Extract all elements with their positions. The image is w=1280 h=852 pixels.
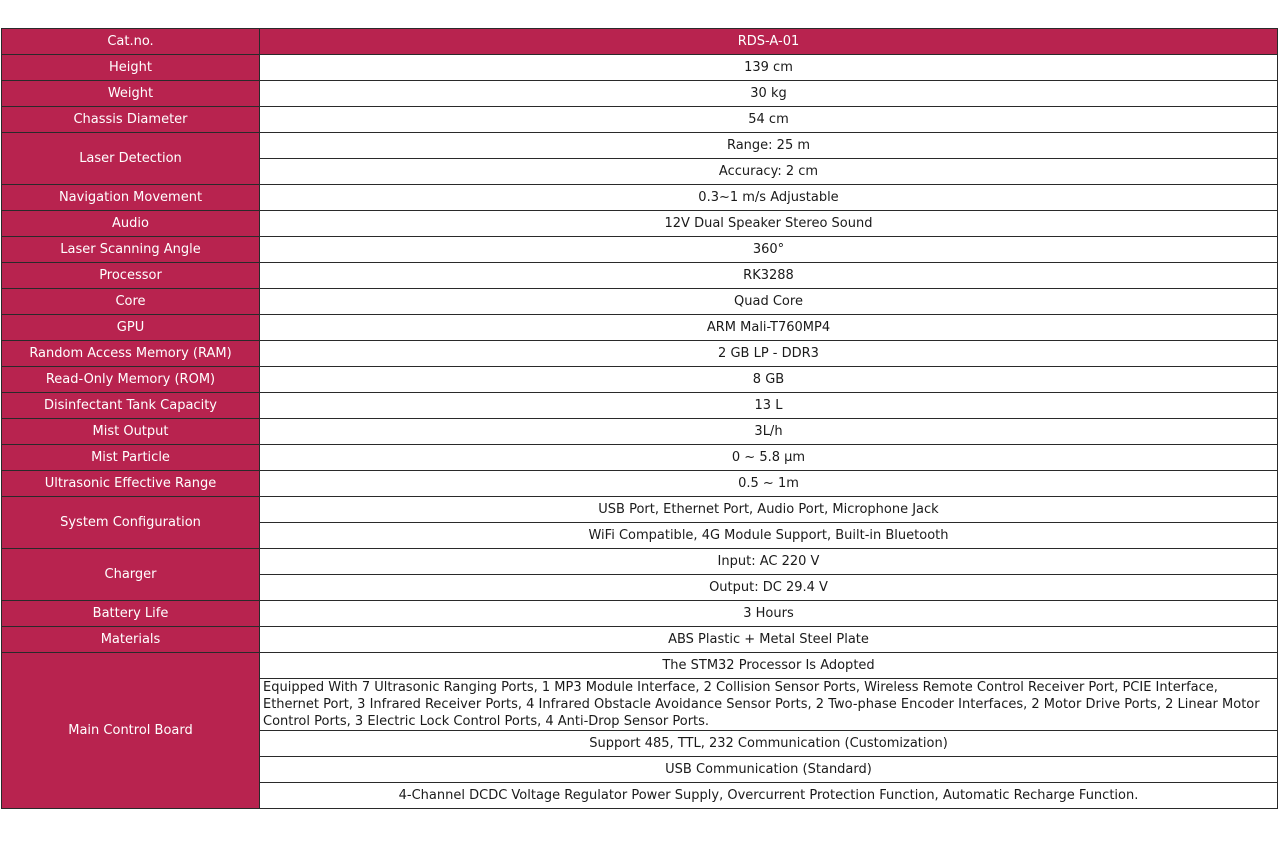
- spec-value: RK3288: [260, 263, 1278, 289]
- spec-row-ram: [2, 341, 1278, 367]
- spec-row-ultrasonic: [2, 471, 1278, 497]
- spec-label: Laser Scanning Angle: [2, 237, 260, 263]
- spec-value: 13 L: [260, 393, 1278, 419]
- spec-label: Battery Life: [2, 601, 260, 627]
- spec-label: Navigation Movement: [2, 185, 260, 211]
- spec-label: System Configuration: [2, 497, 260, 549]
- spec-value: ABS Plastic + Metal Steel Plate: [260, 627, 1278, 653]
- spec-row-main-board: [2, 653, 1278, 679]
- spec-value: USB Communication (Standard): [260, 757, 1278, 783]
- spec-value: 2 GB LP - DDR3: [260, 341, 1278, 367]
- spec-value: 3L/h: [260, 419, 1278, 445]
- spec-label: Weight: [2, 81, 260, 107]
- spec-label: Chassis Diameter: [2, 107, 260, 133]
- spec-value: WiFi Compatible, 4G Module Support, Built-in Bluetooth: [260, 523, 1278, 549]
- spec-row-height: [2, 55, 1278, 81]
- spec-row-gpu: [2, 315, 1278, 341]
- spec-row-chassis: [2, 107, 1278, 133]
- spec-label: Random Access Memory (RAM): [2, 341, 260, 367]
- spec-label: Audio: [2, 211, 260, 237]
- spec-value: 139 cm: [260, 55, 1278, 81]
- spec-label: Main Control Board: [2, 653, 260, 809]
- spec-value: 360°: [260, 237, 1278, 263]
- spec-row-core: [2, 289, 1278, 315]
- spec-row-processor: [2, 263, 1278, 289]
- spec-label: Processor: [2, 263, 260, 289]
- spec-value: Output: DC 29.4 V: [260, 575, 1278, 601]
- spec-value: ARM Mali-T760MP4: [260, 315, 1278, 341]
- spec-value: USB Port, Ethernet Port, Audio Port, Microphone Jack: [260, 497, 1278, 523]
- spec-value: 8 GB: [260, 367, 1278, 393]
- spec-value: 54 cm: [260, 107, 1278, 133]
- spec-value: 3 Hours: [260, 601, 1278, 627]
- spec-label: Laser Detection: [2, 133, 260, 185]
- spec-table: [1, 28, 1278, 809]
- spec-label: Materials: [2, 627, 260, 653]
- spec-value: 0 ~ 5.8 μm: [260, 445, 1278, 471]
- spec-value: Quad Core: [260, 289, 1278, 315]
- spec-label: Mist Particle: [2, 445, 260, 471]
- spec-row-catno: [2, 29, 1278, 55]
- spec-value: Input: AC 220 V: [260, 549, 1278, 575]
- spec-row-system-config: [2, 497, 1278, 523]
- spec-row-battery: [2, 601, 1278, 627]
- spec-label: Mist Output: [2, 419, 260, 445]
- spec-row-mist-output: [2, 419, 1278, 445]
- spec-value: Equipped With 7 Ultrasonic Ranging Ports, 1 MP3 Module Interface, 2 Collision Sensor Ports, Wireless Remote Control Receiver Port, PCIE Interface, Ethernet Port, 3 Infrared Receiver Ports, 4 Infrared Obstacle Avoidance Sensor Ports, 2 Two-phase Encoder Interfaces, 2 Motor Drive Ports, 2 Linear Motor Control Ports, 3 Electric Lock Control Ports, 4 Anti-Drop Sensor Ports.: [260, 679, 1278, 731]
- spec-label: Charger: [2, 549, 260, 601]
- spec-label: Ultrasonic Effective Range: [2, 471, 260, 497]
- spec-label: Core: [2, 289, 260, 315]
- spec-value: 12V Dual Speaker Stereo Sound: [260, 211, 1278, 237]
- spec-value: Support 485, TTL, 232 Communication (Customization): [260, 731, 1278, 757]
- spec-row-materials: [2, 627, 1278, 653]
- spec-row-weight: [2, 81, 1278, 107]
- spec-value: 0.5 ~ 1m: [260, 471, 1278, 497]
- spec-value: 30 kg: [260, 81, 1278, 107]
- spec-label: Height: [2, 55, 260, 81]
- spec-row-scan-angle: [2, 237, 1278, 263]
- spec-row-rom: [2, 367, 1278, 393]
- spec-label: Disinfectant Tank Capacity: [2, 393, 260, 419]
- spec-value: 4-Channel DCDC Voltage Regulator Power Supply, Overcurrent Protection Function, Automatic Recharge Function.: [260, 783, 1278, 809]
- spec-row-audio: [2, 211, 1278, 237]
- spec-value: 0.3~1 m/s Adjustable: [260, 185, 1278, 211]
- spec-row-laser-detection: [2, 133, 1278, 159]
- spec-value: Accuracy: 2 cm: [260, 159, 1278, 185]
- spec-label: GPU: [2, 315, 260, 341]
- spec-value: The STM32 Processor Is Adopted: [260, 653, 1278, 679]
- spec-row-charger: [2, 549, 1278, 575]
- spec-label: Read-Only Memory (ROM): [2, 367, 260, 393]
- spec-value: Range: 25 m: [260, 133, 1278, 159]
- spec-row-tank: [2, 393, 1278, 419]
- spec-value: RDS-A-01: [260, 29, 1278, 55]
- spec-label: Cat.no.: [2, 29, 260, 55]
- spec-row-navigation: [2, 185, 1278, 211]
- spec-row-mist-particle: [2, 445, 1278, 471]
